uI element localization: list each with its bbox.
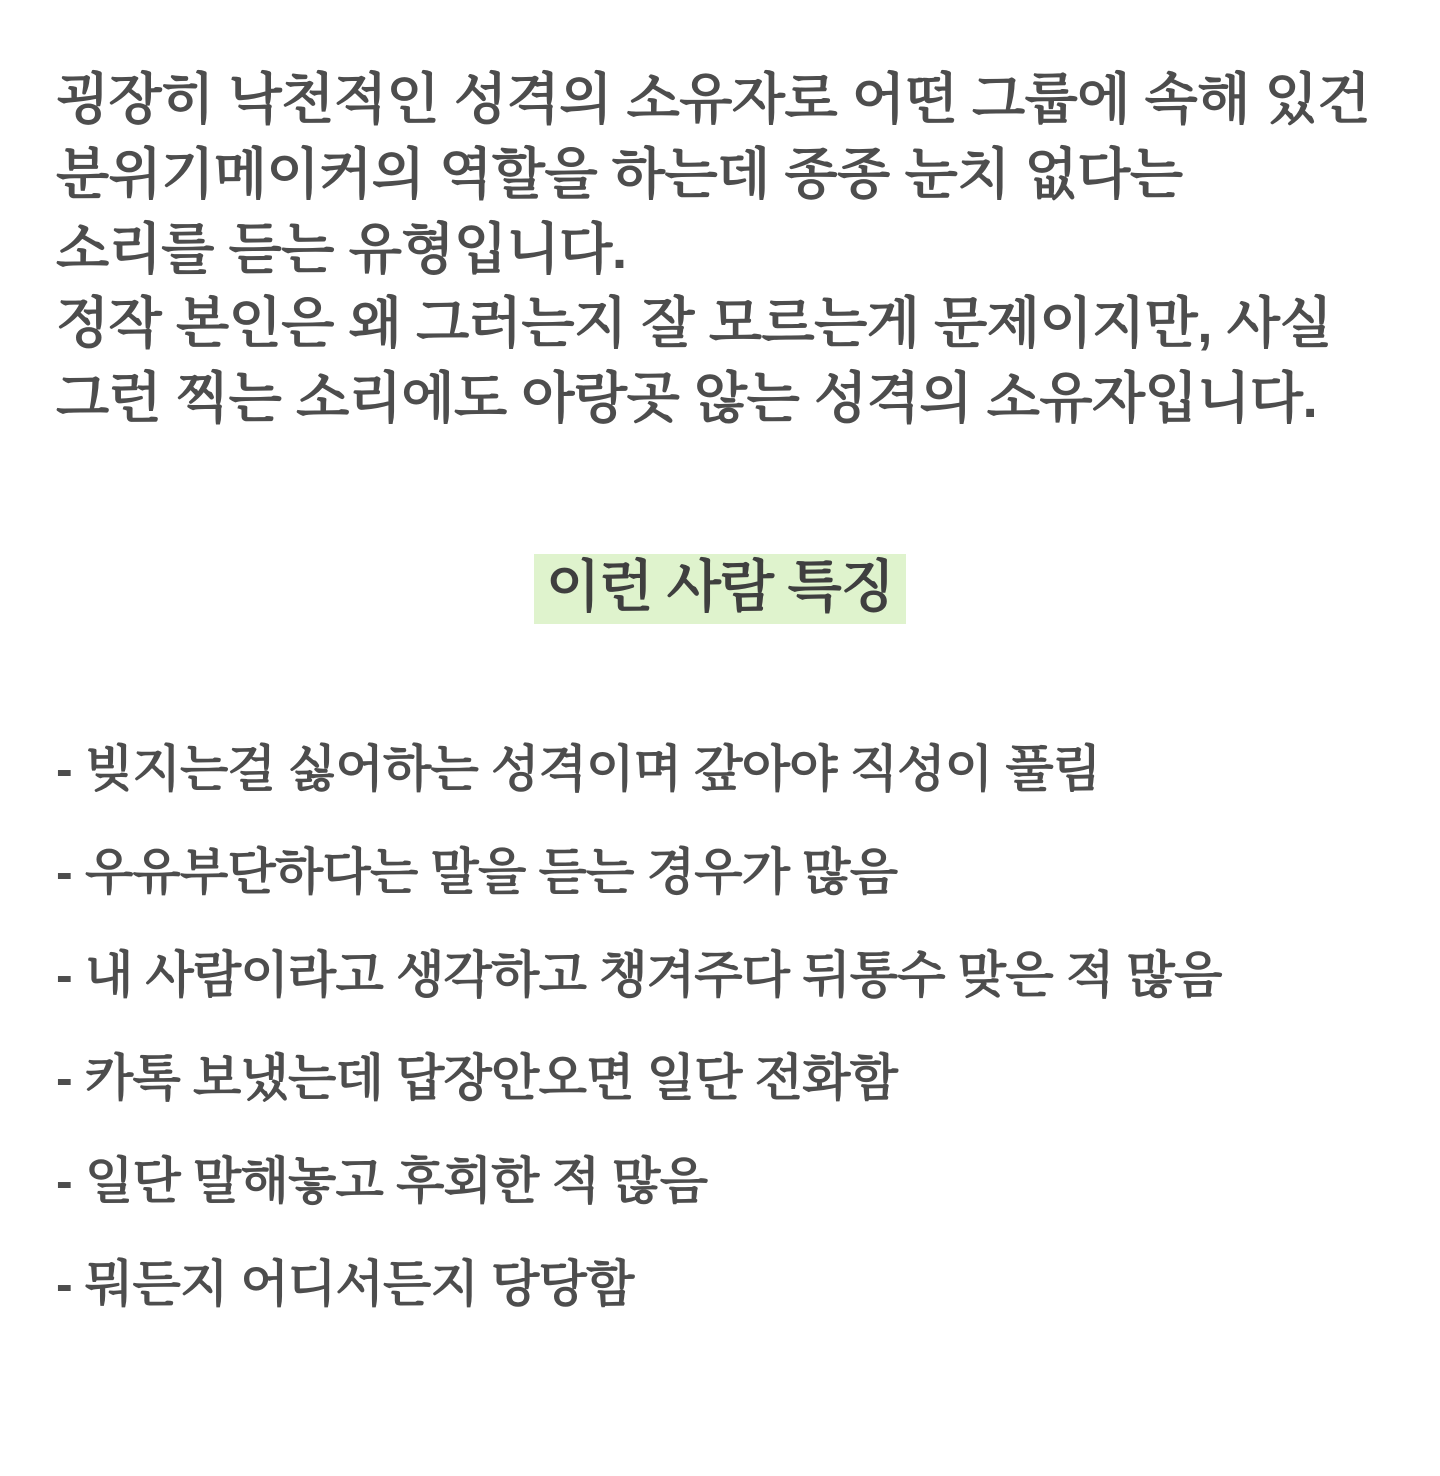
list-item: - 빚지는걸 싫어하는 성격이며 갚아야 직성이 풀림 <box>56 740 1101 797</box>
intro-paragraph-1-line-1: 굉장히 낙천적인 성격의 소유자로 어떤 그룹에 속해 있건 <box>56 68 1370 130</box>
intro-paragraph-2-line-2: 그런 찍는 소리에도 아랑곳 않는 성격의 소유자입니다. <box>56 367 1318 430</box>
intro-paragraph-1-line-3: 소리를 듣는 유형입니다. <box>56 217 627 280</box>
intro-paragraph-1-line-2: 분위기메이커의 역할을 하는데 종종 눈치 없다는 <box>56 142 1183 205</box>
list-item: - 뭐든지 어디서든지 당당함 <box>56 1255 634 1312</box>
list-item: - 내 사람이라고 생각하고 챙겨주다 뒤통수 맞은 적 많음 <box>56 946 1222 1003</box>
section-heading-container <box>56 554 1384 624</box>
list-item: - 카톡 보냈는데 답장안오면 일단 전화함 <box>56 1049 898 1106</box>
list-item: - 일단 말해놓고 후회한 적 많음 <box>56 1152 708 1209</box>
list-item: - 우유부단하다는 말을 듣는 경우가 많음 <box>56 843 898 900</box>
intro-paragraph-2-line-1: 정작 본인은 왜 그러는지 잘 모르는게 문제이지만, 사실 <box>56 292 1333 355</box>
section-heading: 이런 사람 특징 <box>534 554 906 624</box>
bullet-list <box>56 740 1384 1312</box>
intro-section <box>56 0 1384 436</box>
